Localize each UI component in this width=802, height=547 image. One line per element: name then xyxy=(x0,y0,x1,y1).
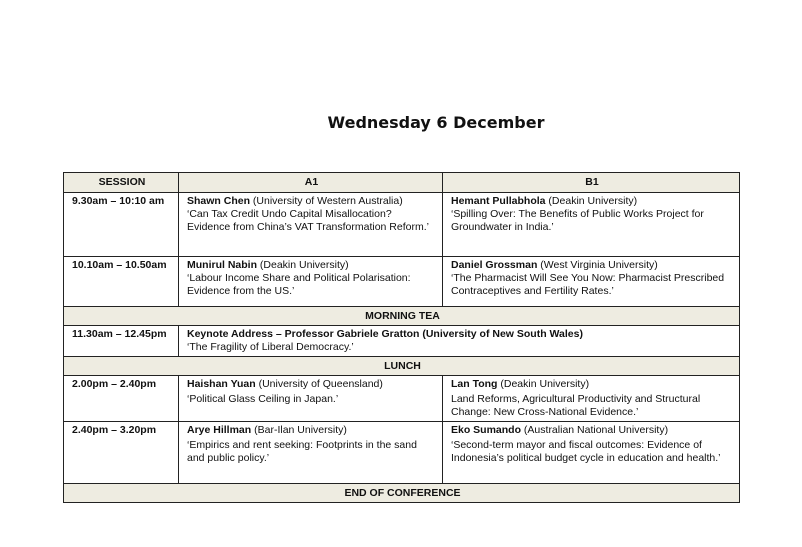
paper-title: ‘Empirics and rent seeking: Footprints in the sand and public policy.’ xyxy=(187,439,417,464)
speaker-affiliation: (University of Western Australia) xyxy=(250,195,403,207)
break-row xyxy=(64,307,740,326)
session-time: 11.30am – 12.45pm xyxy=(64,326,179,357)
table-row xyxy=(64,422,740,484)
a1-cell xyxy=(179,257,443,307)
session-time: 9.30am – 10:10 am xyxy=(64,193,179,257)
paper-title: ‘Can Tax Credit Undo Capital Misallocation? Evidence from China’s VAT Transformation Reform.’ xyxy=(187,208,429,233)
keynote-row xyxy=(64,326,740,357)
keynote-title: ‘The Fragility of Liberal Democracy.’ xyxy=(187,341,354,353)
header-b1: B1 xyxy=(443,173,740,193)
keynote-cell xyxy=(179,326,740,357)
table-row xyxy=(64,193,740,257)
speaker-name: Munirul Nabin xyxy=(187,259,257,271)
keynote-heading: Keynote Address – Professor Gabriele Gratton (University of New South Wales) xyxy=(187,328,583,340)
table-header-row xyxy=(64,173,740,193)
speaker-affiliation: (Deakin University) xyxy=(497,378,590,390)
b1-cell xyxy=(443,422,740,484)
morning-tea-label: MORNING TEA xyxy=(64,307,740,326)
table-row xyxy=(64,257,740,307)
a1-cell xyxy=(179,193,443,257)
speaker-name: Hemant Pullabhola xyxy=(451,195,546,207)
speaker-name: Daniel Grossman xyxy=(451,259,538,271)
paper-title: Land Reforms, Agricultural Productivity and Structural Change: New Cross-National Evidence.’ xyxy=(451,393,701,418)
page-title: Wednesday 6 December xyxy=(327,113,545,132)
session-time: 2.00pm – 2.40pm xyxy=(64,376,179,422)
speaker-affiliation: (Australian National University) xyxy=(521,424,669,436)
paper-title: ‘Second-term mayor and fiscal outcomes: Evidence of Indonesia’s political budget cycle in education and health.’ xyxy=(451,439,721,464)
speaker-name: Arye Hillman xyxy=(187,424,252,436)
paper-title: ‘Political Glass Ceiling in Japan.’ xyxy=(187,393,339,405)
a1-cell xyxy=(179,376,443,422)
conference-program-table xyxy=(63,172,740,503)
paper-title: ‘Labour Income Share and Political Polarisation: Evidence from the US.’ xyxy=(187,272,411,297)
speaker-affiliation: (Deakin University) xyxy=(257,259,349,271)
speaker-name: Shawn Chen xyxy=(187,195,251,207)
speaker-affiliation: (Bar-Ilan University) xyxy=(251,424,347,436)
end-of-conference-label: END OF CONFERENCE xyxy=(64,484,740,503)
lunch-label: LUNCH xyxy=(64,357,740,376)
speaker-affiliation: (Deakin University) xyxy=(545,195,638,207)
paper-title: ‘The Pharmacist Will See You Now: Pharmacist Prescribed Contraceptives and Fertility Rates.’ xyxy=(451,272,725,297)
header-a1: A1 xyxy=(179,173,443,193)
table-row xyxy=(64,376,740,422)
speaker-name: Lan Tong xyxy=(451,378,498,390)
a1-cell xyxy=(179,422,443,484)
b1-cell xyxy=(443,257,740,307)
speaker-name: Eko Sumando xyxy=(451,424,522,436)
header-session: SESSION xyxy=(64,173,179,193)
end-row xyxy=(64,484,740,503)
speaker-affiliation: (University of Queensland) xyxy=(255,378,383,390)
break-row xyxy=(64,357,740,376)
speaker-affiliation: (West Virginia University) xyxy=(537,259,658,271)
paper-title: ‘Spilling Over: The Benefits of Public Works Project for Groundwater in India.’ xyxy=(451,208,704,233)
session-time: 10.10am – 10.50am xyxy=(64,257,179,307)
session-time: 2.40pm – 3.20pm xyxy=(64,422,179,484)
b1-cell xyxy=(443,376,740,422)
speaker-name: Haishan Yuan xyxy=(187,378,256,390)
b1-cell xyxy=(443,193,740,257)
